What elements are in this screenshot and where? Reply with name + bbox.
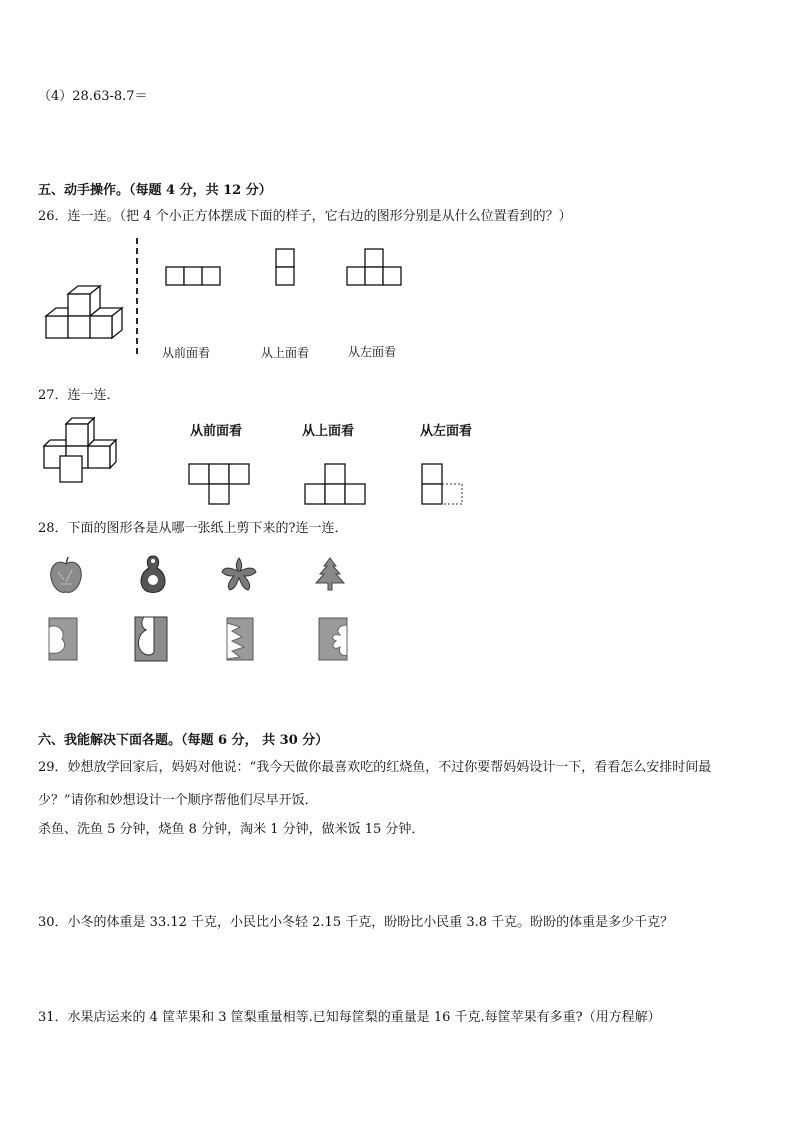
question-30: 30．小冬的体重是 33.12 千克，小民比小冬轻 2.15 千克，盼盼比小民重 3.8 千克。盼盼的体重是多少千克？ <box>38 915 674 930</box>
problem-4: （4）28.63-8.7＝ <box>38 89 148 104</box>
header-left-view-27: 从左面看 <box>420 424 473 439</box>
question-27: 27．连一连． <box>38 388 120 403</box>
question-28: 28．下面的图形各是从哪一张纸上剪下来的?连一连． <box>38 521 348 536</box>
view-three-squares-row <box>165 266 221 286</box>
tree-cutout-icon <box>314 556 346 594</box>
label-front-view-26: 从前面看 <box>162 346 211 360</box>
gourd-cutout-icon <box>136 554 170 596</box>
paper-gourd-icon <box>134 616 168 662</box>
view-l-shape <box>421 463 465 505</box>
apple-cutout-icon <box>48 556 84 596</box>
section-6-title: 六、我能解决下面各题。（每题 6 分， 共 30 分） <box>38 733 329 748</box>
paper-apple-icon <box>48 617 78 661</box>
view-t-up-shape <box>304 463 366 505</box>
view-t-down-shape <box>188 463 250 505</box>
paper-flower-icon <box>318 617 348 661</box>
question-29-line-3: 杀鱼、洗鱼 5 分钟，烧鱼 8 分钟，淘米 1 分钟，做米饭 15 分钟． <box>38 822 425 837</box>
question-29-line-2: 少？”请你和妙想设计一个顺序帮他们尽早开饭． <box>38 793 318 808</box>
label-top-view-26: 从上面看 <box>261 346 310 360</box>
section-5-title: 五、动手操作。（每题 4 分，共 12 分） <box>38 183 272 198</box>
paper-tree-icon <box>226 617 254 661</box>
cube-stack-27 <box>40 416 124 488</box>
header-top-view-27: 从上面看 <box>302 424 355 439</box>
view-t-shape <box>346 248 402 286</box>
dashed-divider <box>134 238 140 358</box>
flower-cutout-icon <box>220 556 258 592</box>
header-front-view-27: 从前面看 <box>190 424 243 439</box>
view-two-squares-column <box>275 248 295 286</box>
question-31: 31．水果店运来的 4 筐苹果和 3 筐梨重量相等.已知每筐梨的重量是 16 千克.每筐苹果有多重?（用方程解） <box>38 1010 661 1025</box>
question-29-line-1: 29．妙想放学回家后，妈妈对他说：“我今天做你最喜欢吃的红烧鱼，不过你要帮妈妈设计一下，看看怎么安排时间最 <box>38 760 712 775</box>
cube-stack-26 <box>40 282 130 346</box>
question-26: 26．连一连。（把 4 个小正方体摆成下面的样子，它右边的图形分别是从什么位置看到的？） <box>38 209 572 224</box>
label-left-view-26: 从左面看 <box>348 345 397 359</box>
